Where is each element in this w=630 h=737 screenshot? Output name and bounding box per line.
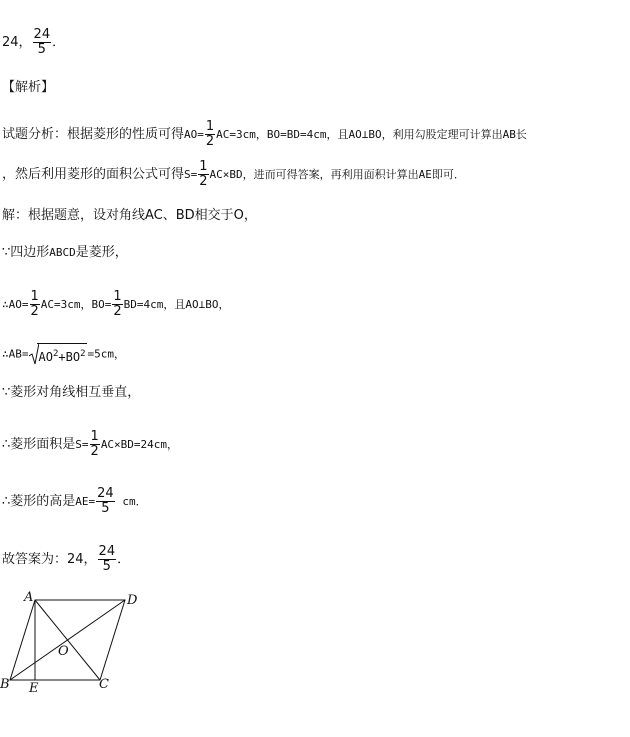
label-a: A [24,590,34,605]
square-root: $AO^2+BO^2$ [29,343,88,365]
solution-line-2: ∵四边形ABCD是菱形， [2,245,128,260]
height-fraction: $\frac{24}{5}$ [97,486,114,516]
solution-line-3: ∴AO= $\frac{1}{2}$ AC=3cm，BO= $\frac{1}{2}$ BD=4cm，且AO⊥BO， [2,289,230,319]
label-c: C [99,677,109,692]
solution-line-4: ∴AB= $AO^2+BO^2 =5cm$， [2,343,125,365]
solution-line-5: ∵菱形对角线相互垂直， [2,385,141,400]
answer-prefix: 24， [2,35,32,50]
half-fraction: $\frac{1}{2}$ [205,119,215,149]
final-answer: 故答案为：24， $\frac{24}{5}$ ． [2,544,131,574]
label-b: B [0,677,10,692]
label-d: D [127,593,138,608]
analysis-line-2: ，然后利用菱形的面积公式可得S= $\frac{1}{2}$ AC×BD，进而可得答案，再利用面积计算出AE即可． [2,159,465,189]
label-o: O [58,644,69,659]
label-e: E [29,681,39,696]
analysis-line-1: 试题分析：根据菱形的性质可得AO= $\frac{1}{2}$ AC=3cm，BO=BD=4cm，且AO⊥BO，利用勾股定理可计算出AB长 [2,119,527,149]
solution-line-6: ∴菱形面积是S= $\frac{1}{2}$ AC×BD=24cm， [2,429,179,459]
diagonal-bd [10,600,125,680]
rhombus-figure [0,588,150,698]
half-fraction: $\frac{1}{2}$ [199,159,208,189]
half-fraction: $\frac{1}{2}$ [113,289,122,319]
top-answer: 24， $\frac{24}{5}$ ． [2,27,66,57]
half-fraction: $\frac{1}{2}$ [30,289,39,319]
answer-fraction: $\frac{24}{5}$ [98,544,116,574]
solution-line-1: 解：根据题意，设对角线AC、BD相交于O， [2,208,257,223]
answer-fraction: $\frac{24}{5}$ [33,27,51,57]
section-heading: 【解析】 [2,80,55,95]
solution-line-7: ∴菱形的高是AE= $\frac{24}{5}$ cm． [2,486,147,516]
half-fraction: $\frac{1}{2}$ [90,429,99,459]
